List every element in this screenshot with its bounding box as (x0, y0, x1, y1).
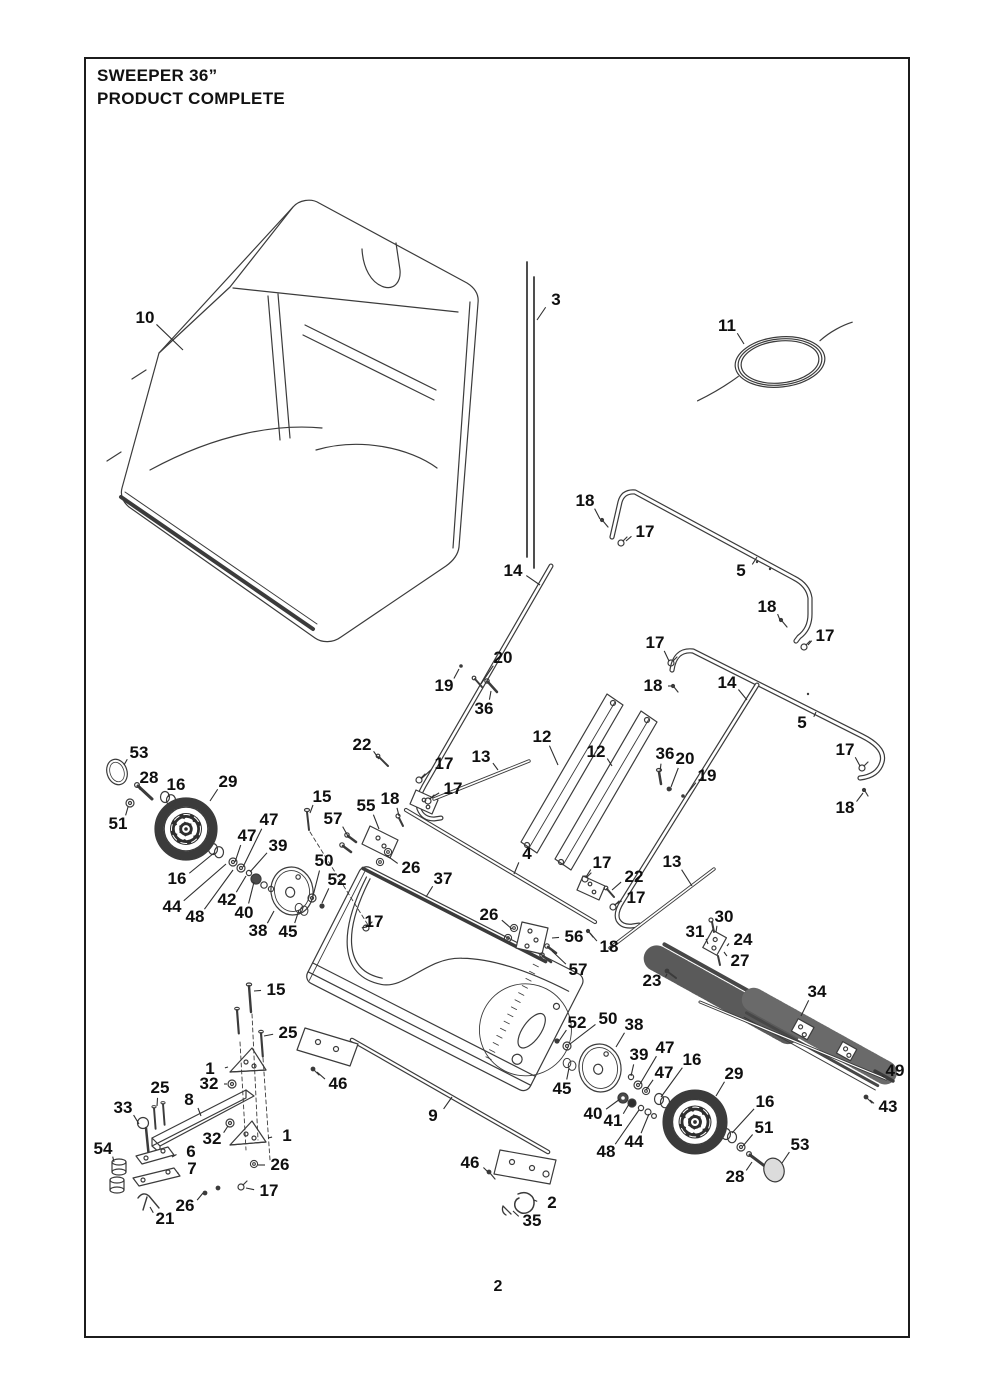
leader-line (746, 1162, 752, 1170)
leader-line (254, 990, 261, 991)
leader-line (362, 927, 367, 928)
leader-line (113, 1157, 114, 1162)
part-label-15: 15 (266, 980, 286, 999)
part-label-18: 18 (643, 676, 663, 695)
part-label-34: 34 (807, 982, 827, 1001)
leader-line (184, 864, 226, 901)
part-label-51: 51 (108, 814, 128, 833)
part-label-26: 26 (175, 1196, 195, 1215)
leader-line (855, 757, 860, 766)
leader-line (264, 1034, 273, 1036)
part-label-18: 18 (835, 798, 855, 817)
leader-line (295, 910, 299, 923)
part-label-31: 31 (685, 922, 705, 941)
leader-line (189, 853, 214, 873)
part-label-5: 5 (736, 561, 746, 580)
part-label-14: 14 (717, 673, 737, 692)
leader-line (310, 805, 313, 813)
leader-line (814, 712, 816, 717)
part-label-52: 52 (567, 1013, 587, 1032)
leader-line (493, 763, 498, 770)
leader-line (444, 1097, 452, 1109)
part-label-20: 20 (493, 648, 513, 667)
leader-line (870, 1100, 874, 1103)
part-label-28: 28 (725, 1167, 745, 1186)
leader-line (552, 937, 559, 938)
leader-line (426, 886, 433, 897)
leader-line (801, 1000, 809, 1016)
part-label-20: 20 (675, 749, 695, 768)
leader-line (586, 870, 591, 877)
part-label-47: 47 (237, 826, 257, 845)
part-label-4: 4 (522, 844, 532, 863)
leader-line (156, 324, 183, 350)
leader-line (126, 807, 128, 815)
leader-line (626, 536, 631, 541)
part-label-12: 12 (532, 727, 552, 746)
part-label-22: 22 (624, 867, 644, 886)
leader-line (808, 641, 812, 645)
leader-line (374, 751, 379, 759)
part-label-48: 48 (596, 1142, 616, 1161)
part-label-27: 27 (730, 951, 750, 970)
leader-line (313, 871, 320, 896)
part-label-42: 42 (217, 890, 237, 909)
leader-line (616, 1033, 625, 1047)
leader-line (267, 911, 274, 923)
leader-line (172, 1155, 176, 1157)
leader-line (481, 666, 493, 684)
part-label-18: 18 (599, 937, 619, 956)
leader-line (198, 1108, 201, 1116)
part-label-10: 10 (135, 308, 155, 327)
leader-line (857, 793, 863, 802)
leader-line (706, 939, 708, 944)
part-label-30: 30 (714, 907, 734, 926)
part-label-25: 25 (150, 1078, 170, 1097)
leader-line (157, 1098, 158, 1106)
leader-line (197, 1193, 203, 1200)
part-label-40: 40 (583, 1104, 603, 1123)
leader-line (595, 509, 600, 519)
leader-line (454, 669, 459, 679)
leader-line (483, 1167, 488, 1172)
part-label-37: 37 (433, 869, 453, 888)
part-label-46: 46 (460, 1153, 480, 1172)
part-label-18: 18 (380, 789, 400, 808)
part-label-57: 57 (568, 960, 588, 979)
part-label-47: 47 (655, 1038, 675, 1057)
part-label-50: 50 (314, 851, 334, 870)
part-label-17: 17 (635, 522, 655, 541)
part-label-55: 55 (356, 796, 376, 815)
part-label-47: 47 (654, 1063, 674, 1082)
leader-line (623, 1104, 629, 1114)
leader-line (559, 1030, 566, 1041)
leader-line (224, 1126, 228, 1133)
leader-line (168, 794, 169, 797)
leader-line (236, 876, 246, 892)
part-label-3: 3 (551, 290, 561, 309)
part-label-17: 17 (645, 633, 665, 652)
part-label-51: 51 (754, 1118, 774, 1137)
part-label-1: 1 (205, 1059, 215, 1078)
part-label-29: 29 (724, 1064, 744, 1083)
part-label-16: 16 (167, 869, 187, 888)
leader-line (606, 1099, 620, 1109)
part-label-6: 6 (186, 1142, 196, 1161)
leader-line (743, 1135, 753, 1146)
part-label-17: 17 (815, 626, 835, 645)
part-label-45: 45 (552, 1079, 572, 1098)
leader-line (322, 888, 329, 903)
leader-line (429, 793, 439, 799)
part-label-12: 12 (586, 742, 606, 761)
part-label-57: 57 (323, 809, 343, 828)
part-label-15: 15 (312, 787, 332, 806)
leader-line (549, 746, 558, 765)
part-label-52: 52 (327, 870, 347, 889)
part-label-53: 53 (129, 743, 149, 762)
part-label-17: 17 (259, 1181, 279, 1200)
leader-line (782, 1152, 789, 1163)
part-label-24: 24 (733, 930, 753, 949)
part-label-14: 14 (503, 561, 523, 580)
part-label-25: 25 (278, 1023, 298, 1042)
leader-line (716, 926, 717, 932)
leader-line (682, 870, 692, 886)
part-label-53: 53 (790, 1135, 810, 1154)
part-label-19: 19 (697, 766, 717, 785)
leader-line (660, 764, 661, 772)
leader-line (150, 1207, 153, 1213)
part-label-18: 18 (757, 597, 777, 616)
leader-line (134, 1115, 139, 1124)
part-label-29: 29 (218, 772, 238, 791)
leader-line (614, 901, 622, 905)
part-label-44: 44 (162, 897, 182, 916)
part-label-5: 5 (797, 713, 807, 732)
part-label-7: 7 (187, 1159, 197, 1178)
part-label-11: 11 (718, 316, 736, 335)
title-line-1: SWEEPER 36” (97, 66, 218, 85)
part-label-17: 17 (364, 912, 384, 931)
part-label-17: 17 (592, 853, 612, 872)
part-label-40: 40 (234, 903, 254, 922)
leader-line (646, 1080, 653, 1090)
leader-line (666, 974, 667, 977)
part-label-17: 17 (443, 779, 463, 798)
leader-line (570, 1024, 595, 1044)
leader-line (567, 1068, 569, 1080)
leader-line (421, 769, 431, 779)
part-label-54: 54 (93, 1139, 113, 1158)
part-label-45: 45 (278, 922, 298, 941)
part-label-9: 9 (428, 1106, 438, 1125)
part-label-8: 8 (184, 1090, 194, 1109)
leader-line (526, 576, 540, 585)
leader-line (631, 1064, 634, 1076)
leader-line (502, 920, 512, 929)
part-label-17: 17 (434, 754, 454, 773)
leader-line (552, 951, 566, 964)
part-label-28: 28 (139, 768, 159, 787)
leader-line (246, 1188, 254, 1190)
part-label-35: 35 (522, 1211, 542, 1230)
title-line-2: PRODUCT COMPLETE (97, 89, 286, 108)
leader-line (537, 307, 546, 320)
part-label-44: 44 (624, 1132, 644, 1151)
part-label-21: 21 (155, 1209, 175, 1228)
part-label-23: 23 (642, 971, 662, 990)
leader-line (612, 882, 621, 890)
part-label-49: 49 (885, 1061, 905, 1080)
part-label-18: 18 (575, 491, 595, 510)
part-label-47: 47 (259, 810, 279, 829)
leader-line (250, 853, 267, 872)
part-label-39: 39 (268, 836, 288, 855)
leader-line (210, 789, 218, 801)
leader-line (124, 759, 127, 765)
part-label-13: 13 (471, 747, 491, 766)
leader-line (317, 1072, 325, 1079)
leader-line (727, 944, 729, 946)
leader-line (732, 1109, 754, 1133)
part-label-22: 22 (352, 735, 372, 754)
leader-line (204, 870, 233, 909)
leader-line (640, 1056, 656, 1084)
leader-line (607, 759, 612, 766)
leader-line (661, 1068, 682, 1097)
part-label-32: 32 (199, 1074, 219, 1093)
leader-line (386, 855, 398, 863)
leader-line (489, 691, 491, 700)
part-label-48: 48 (185, 907, 205, 926)
leader-line (513, 1211, 519, 1216)
part-label-43: 43 (878, 1097, 898, 1116)
part-label-16: 16 (166, 775, 186, 794)
leader-line (664, 651, 669, 661)
leader-line (268, 1137, 272, 1138)
part-label-41: 41 (603, 1111, 623, 1130)
leader-line (671, 768, 678, 787)
part-label-38: 38 (624, 1015, 644, 1034)
part-label-26: 26 (401, 858, 421, 877)
part-label-13: 13 (662, 852, 682, 871)
part-label-16: 16 (755, 1092, 775, 1111)
part-label-50: 50 (598, 1009, 618, 1028)
leader-line (738, 689, 747, 700)
leader-line (534, 1200, 537, 1201)
part-label-36: 36 (474, 699, 494, 718)
part-label-17: 17 (835, 740, 855, 759)
part-label-17: 17 (626, 888, 646, 907)
part-label-26: 26 (270, 1155, 290, 1174)
leader-line (716, 1082, 725, 1096)
part-label-16: 16 (682, 1050, 702, 1069)
leader-line (397, 808, 399, 816)
part-label-33: 33 (113, 1098, 133, 1117)
part-label-1: 1 (282, 1126, 292, 1145)
leader-line (778, 614, 780, 620)
part-label-56: 56 (564, 927, 584, 946)
leader-line (225, 1067, 228, 1068)
leader-line (373, 815, 379, 829)
part-label-26: 26 (479, 905, 499, 924)
leader-line (615, 1110, 639, 1144)
part-label-32: 32 (202, 1129, 222, 1148)
leader-line (249, 882, 254, 903)
leader-line (514, 862, 519, 874)
part-label-46: 46 (328, 1074, 348, 1093)
part-label-38: 38 (248, 921, 268, 940)
leader-line (343, 827, 349, 838)
page-number: 2 (493, 1278, 503, 1295)
part-label-36: 36 (655, 744, 675, 763)
leader-line (235, 845, 241, 862)
leader-line (590, 933, 597, 941)
leader-line (641, 1114, 649, 1133)
part-label-2: 2 (547, 1193, 557, 1212)
leader-line (882, 1076, 884, 1077)
part-label-19: 19 (434, 676, 454, 695)
leader-line (724, 952, 727, 956)
part-label-39: 39 (629, 1045, 649, 1064)
leader-line (752, 557, 757, 564)
leader-line (737, 333, 744, 344)
leader-line (686, 783, 696, 795)
